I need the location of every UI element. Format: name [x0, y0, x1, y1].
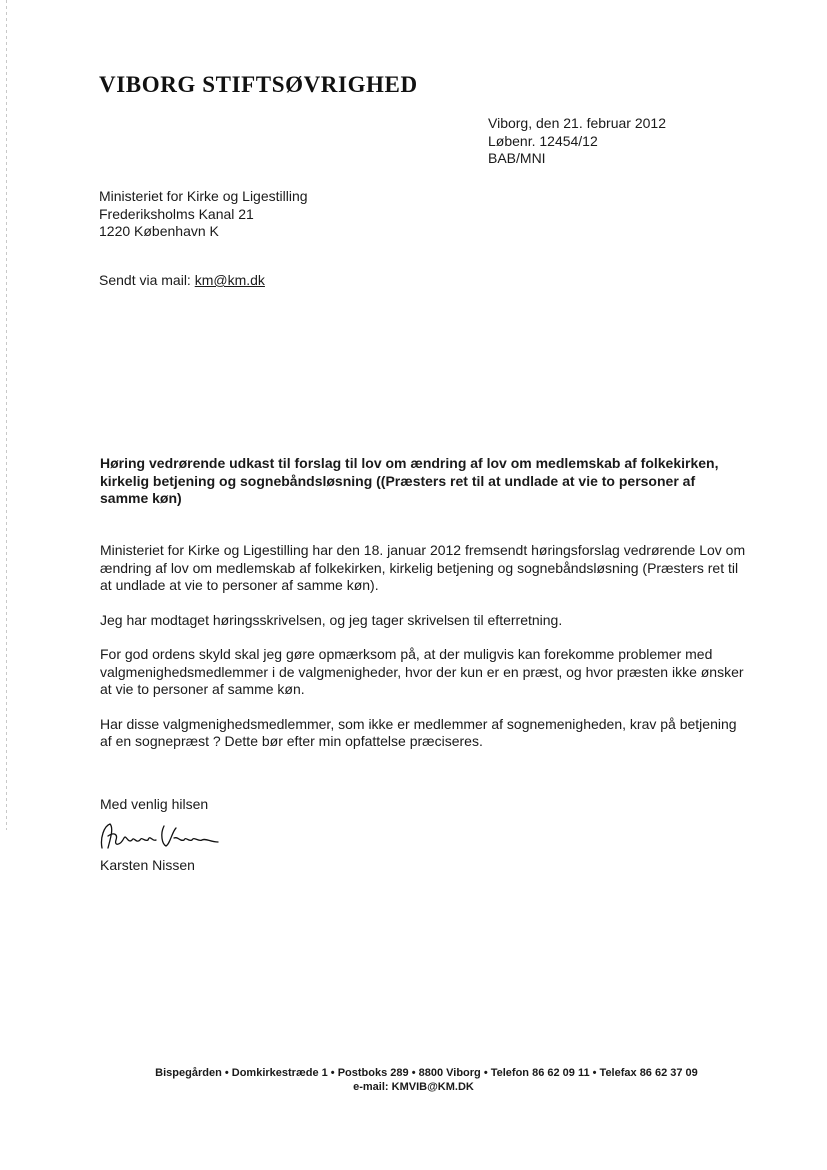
footer — [0, 1066, 827, 1094]
recipient-street: Frederiksholms Kanal 21 — [99, 205, 254, 222]
body-paragraph: Ministeriet for Kirke og Ligestilling har den 18. januar 2012 fremsendt høringsforslag vedrørende Lov om ændring af lov om medlemskab af folkekirken, kirkelig betjening og sognebåndsløsning (Præsters ret til at undlade at vie to personer af samme køn). — [100, 542, 746, 593]
sent-label: Sendt via mail: — [99, 272, 195, 288]
place-date: Viborg, den 21. februar 2012 — [488, 115, 666, 131]
letter-meta — [488, 115, 666, 168]
body-paragraph: For god ordens skyld skal jeg gøre opmærksom på, at der muligvis kan forekomme problemer med valgmenighedsmedlemmer i de valgmenigheder, hvor der kun er en præst, og hvor præsten ikke ønsker at vie to personer af samme køn. — [100, 646, 744, 697]
body-paragraph: Har disse valgmenighedsmedlemmer, som ikke er medlemmer af sognemenigheden, krav på betjening af en sognepræst ? Dette bør efter min opfattelse præciseres. — [100, 715, 737, 749]
subject-heading: Høring vedrørende udkast til forslag til lov om ændring af lov om medlemskab af folkekirken, kirkelig betjening og sognebåndsløsning ((Præsters ret til at undlade at vie to personer af samme køn) — [100, 455, 719, 506]
body-paragraph: Jeg har modtaget høringsskrivelsen, og jeg tager skrivelsen til efterretning. — [100, 611, 563, 628]
letterhead: VIBORG STIFTSØVRIGHED — [99, 72, 418, 97]
letter-body — [100, 542, 750, 768]
recipient-address — [99, 188, 308, 241]
footer-address: Bispegården • Domkirkestræde 1 • Postboks 289 • 8800 Viborg • Telefon 86 62 09 11 • Telefax 86 62 37 09 — [155, 1067, 698, 1079]
sent-via-mail — [99, 272, 265, 288]
scan-edge — [6, 0, 7, 830]
footer-email: e-mail: KMVIB@KM.DK — [353, 1081, 474, 1093]
recipient-email-link[interactable]: km@km.dk — [194, 272, 265, 288]
signer-name: Karsten Nissen — [100, 857, 195, 873]
initials: BAB/MNI — [488, 150, 546, 166]
closing: Med venlig hilsen — [100, 796, 209, 812]
reference-number: Løbenr. 12454/12 — [488, 132, 598, 149]
handwritten-signature — [96, 818, 226, 856]
recipient-city: 1220 København K — [99, 223, 219, 239]
recipient-name: Ministeriet for Kirke og Ligestilling — [99, 188, 308, 204]
